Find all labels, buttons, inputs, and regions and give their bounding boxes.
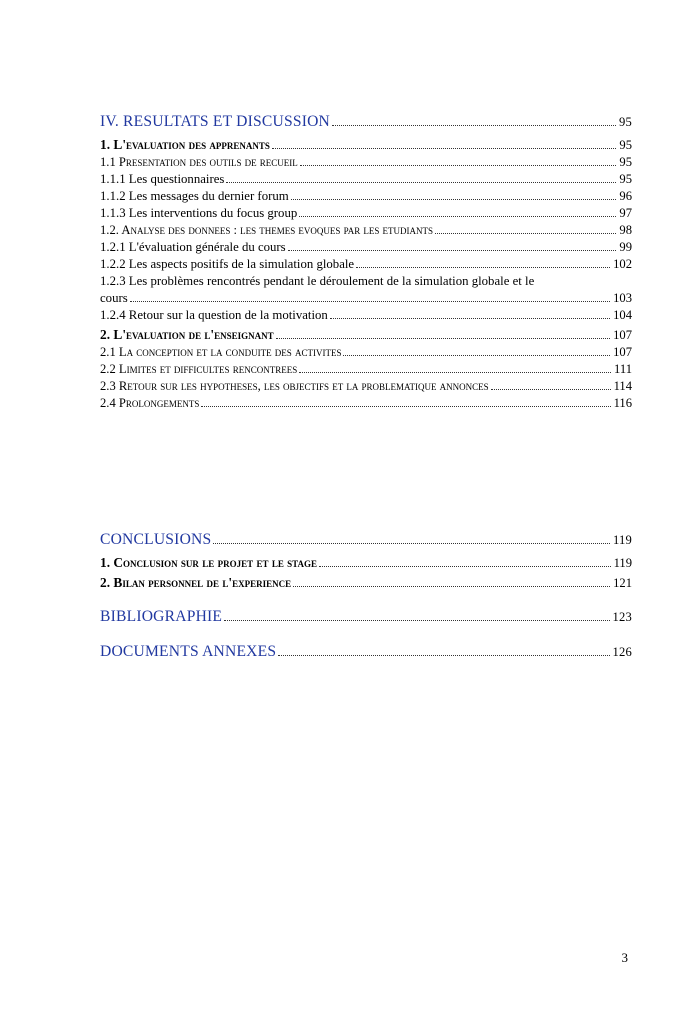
dot-leader [224, 620, 609, 621]
toc-entry-resultats-discussion [100, 112, 632, 132]
toc-entry-page: 119 [613, 556, 632, 570]
toc-entry-label: 2.3 Retour sur les hypotheses, les objectifs et la problematique annonces [100, 379, 489, 393]
toc-entry-page: 107 [613, 328, 632, 342]
toc-entry-documents-annexes [100, 642, 632, 662]
toc-entry-label: IV. RESULTATS ET DISCUSSION [100, 113, 331, 130]
toc-entry-conclusion-projet-stage [100, 554, 632, 572]
toc-entry-bibliographie [100, 607, 632, 627]
toc-entry-label: 1.2.3 Les problèmes rencontrés pendant le déroulement de la simulation globale et le [100, 274, 535, 288]
toc-entry-evaluation-generale [100, 239, 632, 256]
toc-entry-aspects-positifs [100, 256, 632, 273]
dot-leader [288, 250, 617, 251]
page-number: 3 [621, 950, 628, 965]
toc-entry-page: 114 [613, 379, 632, 393]
toc-entry-messages-forum [100, 188, 632, 205]
dot-leader [300, 165, 617, 166]
toc-entry-page: 98 [619, 223, 632, 237]
toc-entry-label: 1.1.1 Les questionnaires [100, 172, 225, 186]
toc-entry-label: 1.1 Presentation des outils de recueil [100, 155, 298, 169]
toc-entry-page: 123 [612, 610, 632, 624]
dot-leader [130, 301, 610, 302]
toc-entry-conception-conduite [100, 344, 632, 361]
toc-entry-page: 119 [612, 533, 632, 547]
toc-entry-questionnaires [100, 171, 632, 188]
dot-leader [213, 543, 610, 544]
toc-entry-label: 1.1.3 Les interventions du focus group [100, 206, 298, 220]
toc-entry-label: cours [100, 291, 128, 305]
toc-entry-page: 111 [614, 362, 632, 376]
dot-leader [276, 338, 610, 339]
toc-entry-label: 1.2.2 Les aspects positifs de la simulation globale [100, 257, 355, 271]
toc-entry-limites-difficultes [100, 361, 632, 378]
toc-entry-problemes-line1 [100, 273, 632, 290]
toc-entry-label: 1.2.1 L'évaluation générale du cours [100, 240, 286, 254]
toc-entry-interventions-focus-group [100, 205, 632, 222]
dot-leader [272, 148, 616, 149]
toc-entry-page: 95 [619, 155, 632, 169]
toc-entry-page: 97 [619, 206, 632, 220]
toc-entry-label: 2. Bilan personnel de l'experience [100, 575, 292, 590]
dot-leader [491, 389, 611, 390]
toc-entry-analyse-donnees [100, 222, 632, 239]
toc-entry-presentation-outils [100, 154, 632, 171]
dot-leader [435, 233, 616, 234]
toc-entry-page: 104 [613, 308, 632, 322]
toc-entry-page: 103 [613, 291, 632, 305]
dot-leader [226, 182, 616, 183]
toc-entry-label: 2. L'evaluation de l'enseignant [100, 327, 274, 342]
table-of-contents [100, 112, 632, 666]
dot-leader [332, 125, 616, 126]
dot-leader [299, 216, 616, 217]
dot-leader [293, 586, 610, 587]
dot-leader [278, 655, 609, 656]
toc-entry-label: 1.2.4 Retour sur la question de la motivation [100, 308, 328, 322]
toc-entry-page: 95 [619, 138, 632, 152]
toc-entry-page: 126 [612, 645, 632, 659]
toc-entry-page: 96 [619, 189, 632, 203]
toc-entry-evaluation-enseignant [100, 326, 632, 344]
dot-leader [291, 199, 617, 200]
toc-entry-page: 121 [613, 576, 632, 590]
toc-entry-page: 95 [619, 115, 632, 129]
dot-leader [201, 406, 610, 407]
toc-entry-label: 1.2. Analyse des donnees : les themes evoques par les etudiants [100, 223, 434, 237]
toc-entry-prolongements [100, 395, 632, 412]
toc-entry-page: 102 [613, 257, 632, 271]
toc-entry-label: DOCUMENTS ANNEXES [100, 643, 277, 660]
toc-entry-label: CONCLUSIONS [100, 531, 212, 548]
toc-entry-evaluation-apprenants [100, 136, 632, 154]
toc-entry-bilan-personnel [100, 574, 632, 592]
dot-leader [299, 372, 611, 373]
toc-entry-conclusions [100, 530, 632, 550]
toc-entry-label: BIBLIOGRAPHIE [100, 608, 223, 625]
toc-entry-retour-motivation [100, 307, 632, 324]
toc-entry-label: 2.4 Prolongements [100, 396, 200, 410]
toc-entry-label: 2.1 La conception et la conduite des activites [100, 345, 342, 359]
toc-entry-page: 107 [613, 345, 632, 359]
toc-entry-page: 116 [613, 396, 632, 410]
toc-entry-label: 1. Conclusion sur le projet et le stage [100, 555, 318, 570]
toc-entry-page: 95 [619, 172, 632, 186]
dot-leader [319, 566, 611, 567]
dot-leader [356, 267, 610, 268]
toc-entry-retour-hypotheses [100, 378, 632, 395]
dot-leader [330, 318, 610, 319]
dot-leader [343, 355, 610, 356]
toc-entry-label: 1.1.2 Les messages du dernier forum [100, 189, 289, 203]
toc-entry-problemes-line2 [100, 290, 632, 307]
toc-entry-page: 99 [619, 240, 632, 254]
toc-entry-label: 1. L'evaluation des apprenants [100, 137, 270, 152]
toc-entry-label: 2.2 Limites et difficultes rencontrees [100, 362, 298, 376]
